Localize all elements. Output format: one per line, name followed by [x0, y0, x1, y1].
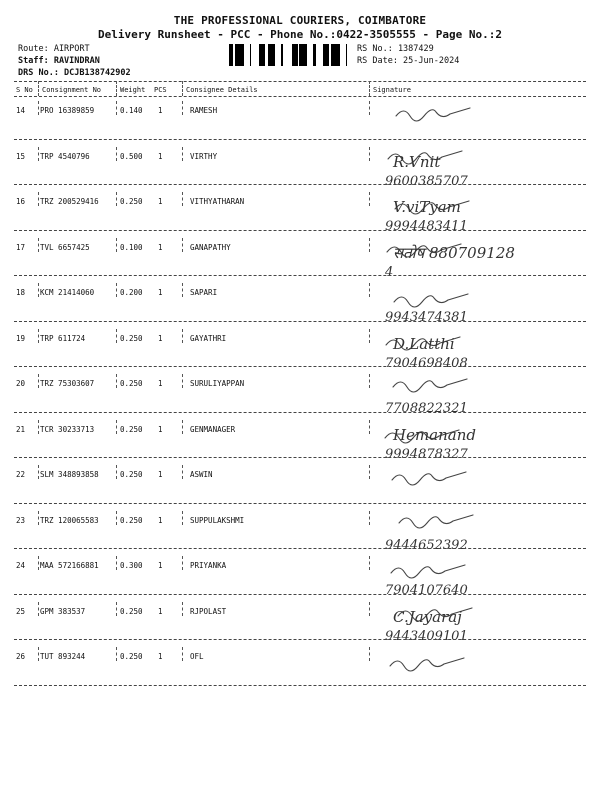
column-divider	[182, 511, 183, 525]
column-divider	[38, 329, 39, 343]
column-divider	[38, 192, 39, 206]
signature-name: V.viTyam	[393, 198, 461, 216]
cell-consignment: TCR 30233713	[40, 424, 95, 434]
cell-weight: 0.100	[120, 242, 143, 252]
column-divider	[182, 647, 183, 661]
cell-pcs: 1	[158, 379, 163, 388]
signature-16	[365, 190, 585, 234]
column-divider	[116, 101, 117, 115]
cell-consignment: MAA 572166881	[40, 561, 99, 570]
cell-weight: 0.250	[120, 424, 143, 434]
cell-weight: 0.140	[120, 106, 143, 115]
cell-pcs: 1	[158, 470, 163, 479]
cell-consignee: PRIYANKA	[190, 561, 227, 570]
row-separator	[14, 639, 586, 640]
cell-pcs: 1	[158, 652, 163, 661]
column-header-consignee: Consignee Details	[186, 86, 258, 94]
cell-pcs: 1	[158, 197, 163, 206]
signature-phone: 7904698408	[385, 355, 468, 371]
signature-phone: 9994878327	[385, 446, 468, 462]
signature-15	[365, 145, 585, 189]
column-divider	[38, 511, 39, 525]
cell-consignment: TUT 893244	[40, 652, 86, 661]
cell-pcs: 1	[158, 333, 163, 343]
signature-phone: 9600385707	[385, 173, 468, 189]
signature-25	[365, 600, 585, 644]
column-divider	[182, 81, 183, 96]
row-separator	[14, 594, 586, 595]
column-divider	[38, 101, 39, 115]
column-divider	[38, 556, 39, 570]
cell-consignee: VIRTHY	[190, 151, 218, 161]
column-divider	[38, 81, 39, 96]
signature-17	[365, 236, 585, 280]
signature-name: R.Vnit	[393, 152, 441, 171]
row-separator	[14, 139, 586, 140]
cell-consignment: PRO 16389859	[40, 106, 95, 115]
signature-20	[365, 372, 585, 416]
cell-sno: 17	[16, 242, 26, 252]
cell-consignee: RAMESH	[190, 106, 218, 115]
cell-sno: 23	[16, 515, 26, 525]
row-separator	[14, 412, 586, 413]
row-separator	[14, 457, 586, 458]
cell-sno: 18	[16, 288, 26, 297]
column-divider	[116, 192, 117, 206]
signature-22	[365, 463, 585, 503]
cell-consignment: TRP 611724	[40, 333, 86, 343]
column-divider	[116, 556, 117, 570]
staff-label: Staff: RAVINDRAN	[18, 56, 100, 66]
cell-consignment: TRZ 75303607	[40, 379, 95, 388]
column-header-weight: Weight	[120, 86, 146, 94]
signature-19	[365, 327, 585, 371]
cell-consignee: VITHYATHARAN	[190, 197, 245, 206]
cell-consignee: SUPPULAKSHMI	[190, 515, 245, 525]
drs-number: DRS No.: DCJB138742902	[18, 68, 131, 78]
cell-sno: 20	[16, 379, 26, 388]
cell-consignment: TRZ 120065583	[40, 515, 99, 525]
column-divider	[182, 420, 183, 434]
row-separator	[14, 184, 586, 185]
cell-weight: 0.300	[120, 561, 143, 570]
row-separator	[14, 321, 586, 322]
rs-date: RS Date: 25-Jun-2024	[357, 56, 460, 66]
cell-consignee: ASWIN	[190, 470, 213, 479]
cell-consignment: TRZ 200529416	[40, 197, 99, 206]
cell-weight: 0.250	[120, 333, 143, 343]
cell-weight: 0.200	[120, 288, 143, 297]
column-divider	[182, 192, 183, 206]
signature-name: Hemanand	[393, 425, 476, 444]
cell-consignee: RJPOLAST	[190, 606, 227, 616]
column-divider	[38, 647, 39, 661]
cell-weight: 0.250	[120, 470, 143, 479]
route-label: Route: AIRPORT	[18, 44, 90, 54]
signature-phone: 9943474381	[385, 310, 468, 325]
column-divider	[116, 329, 117, 343]
signature-18	[365, 281, 585, 325]
cell-consignment: KCM 21414060	[40, 288, 95, 297]
cell-sno: 16	[16, 197, 26, 206]
cell-consignee: GENMANAGER	[190, 424, 236, 434]
column-divider	[116, 238, 117, 252]
column-divider	[182, 374, 183, 388]
column-divider	[116, 602, 117, 616]
cell-sno: 22	[16, 470, 26, 479]
row-separator	[14, 230, 586, 231]
column-divider	[116, 647, 117, 661]
cell-pcs: 1	[158, 606, 163, 616]
signature-phone: 7708822321	[385, 401, 468, 416]
signature-name: C.Jayaraj	[393, 607, 462, 626]
cell-consignment: TRP 4540796	[40, 151, 90, 161]
header-bottom-rule	[14, 96, 586, 97]
column-header-signature: Signature	[373, 86, 411, 94]
cell-weight: 0.250	[120, 197, 143, 206]
row-separator	[14, 685, 586, 686]
cell-sno: 24	[16, 561, 26, 570]
column-divider	[116, 465, 117, 479]
signature-phone: 9444652392	[385, 537, 468, 553]
row-separator	[14, 503, 586, 504]
cell-pcs: 1	[158, 106, 163, 115]
column-divider	[116, 511, 117, 525]
column-divider	[182, 556, 183, 570]
signature-14	[365, 99, 585, 139]
column-divider	[182, 238, 183, 252]
runsheet-subtitle: Delivery Runsheet - PCC - Phone No.:0422-3505555 - Page No.:2	[98, 28, 502, 41]
signature-phone: 7904107640	[385, 583, 468, 598]
cell-pcs: 1	[158, 288, 163, 297]
cell-weight: 0.500	[120, 151, 143, 161]
column-divider	[182, 147, 183, 161]
cell-consignment: TVL 6657425	[40, 242, 90, 252]
signature-21	[365, 418, 585, 462]
cell-weight: 0.250	[120, 652, 143, 661]
runsheet-title: THE PROFESSIONAL COURIERS, COIMBATORE	[173, 14, 427, 27]
column-divider	[369, 81, 370, 96]
cell-consignee: OFL	[190, 652, 204, 661]
column-divider	[116, 374, 117, 388]
column-divider	[38, 465, 39, 479]
cell-pcs: 1	[158, 242, 163, 252]
cell-pcs: 1	[158, 561, 163, 570]
column-divider	[38, 374, 39, 388]
cell-weight: 0.250	[120, 606, 143, 616]
column-divider	[38, 283, 39, 297]
cell-sno: 14	[16, 106, 26, 115]
cell-pcs: 1	[158, 151, 163, 161]
column-divider	[38, 602, 39, 616]
signature-name: सतोष 880709128	[393, 243, 515, 262]
signature-23	[365, 509, 585, 553]
cell-weight: 0.250	[120, 515, 143, 525]
column-divider	[182, 101, 183, 115]
row-separator	[14, 366, 586, 367]
cell-weight: 0.250	[120, 379, 143, 388]
cell-consignee: GANAPATHY	[190, 242, 231, 252]
signature-phone: 4	[385, 264, 394, 280]
column-divider	[38, 147, 39, 161]
signature-26	[365, 645, 585, 685]
column-divider	[182, 329, 183, 343]
column-divider	[182, 465, 183, 479]
column-divider	[116, 81, 117, 96]
header-top-rule	[14, 81, 586, 82]
signature-24	[365, 554, 585, 598]
column-header-sno: S No	[16, 86, 33, 94]
column-divider	[182, 283, 183, 297]
cell-sno: 26	[16, 652, 26, 661]
cell-consignee: SAPARI	[190, 288, 218, 297]
cell-pcs: 1	[158, 515, 163, 525]
column-divider	[116, 420, 117, 434]
cell-sno: 15	[16, 151, 26, 161]
cell-consignment: SLM 348893858	[40, 470, 99, 479]
barcode	[229, 44, 351, 66]
row-separator	[14, 548, 586, 549]
cell-sno: 25	[16, 606, 26, 616]
rs-number: RS No.: 1387429	[357, 44, 434, 54]
column-divider	[116, 283, 117, 297]
column-divider	[38, 238, 39, 252]
cell-consignee: SURULIYAPPAN	[190, 379, 245, 388]
signature-phone: 9994483411	[385, 219, 468, 234]
row-separator	[14, 275, 586, 276]
column-divider	[182, 602, 183, 616]
signature-name: D.Latthi	[393, 334, 455, 353]
cell-consignee: GAYATHRI	[190, 333, 227, 343]
cell-pcs: 1	[158, 424, 163, 434]
cell-sno: 21	[16, 424, 26, 434]
column-divider	[116, 147, 117, 161]
column-header-pcs: PCS	[154, 86, 167, 94]
column-header-consignment: Consignment No	[42, 86, 102, 94]
cell-consignment: GPM 383537	[40, 606, 86, 616]
cell-sno: 19	[16, 333, 26, 343]
column-divider	[38, 420, 39, 434]
signature-phone: 9443409101	[385, 628, 468, 644]
